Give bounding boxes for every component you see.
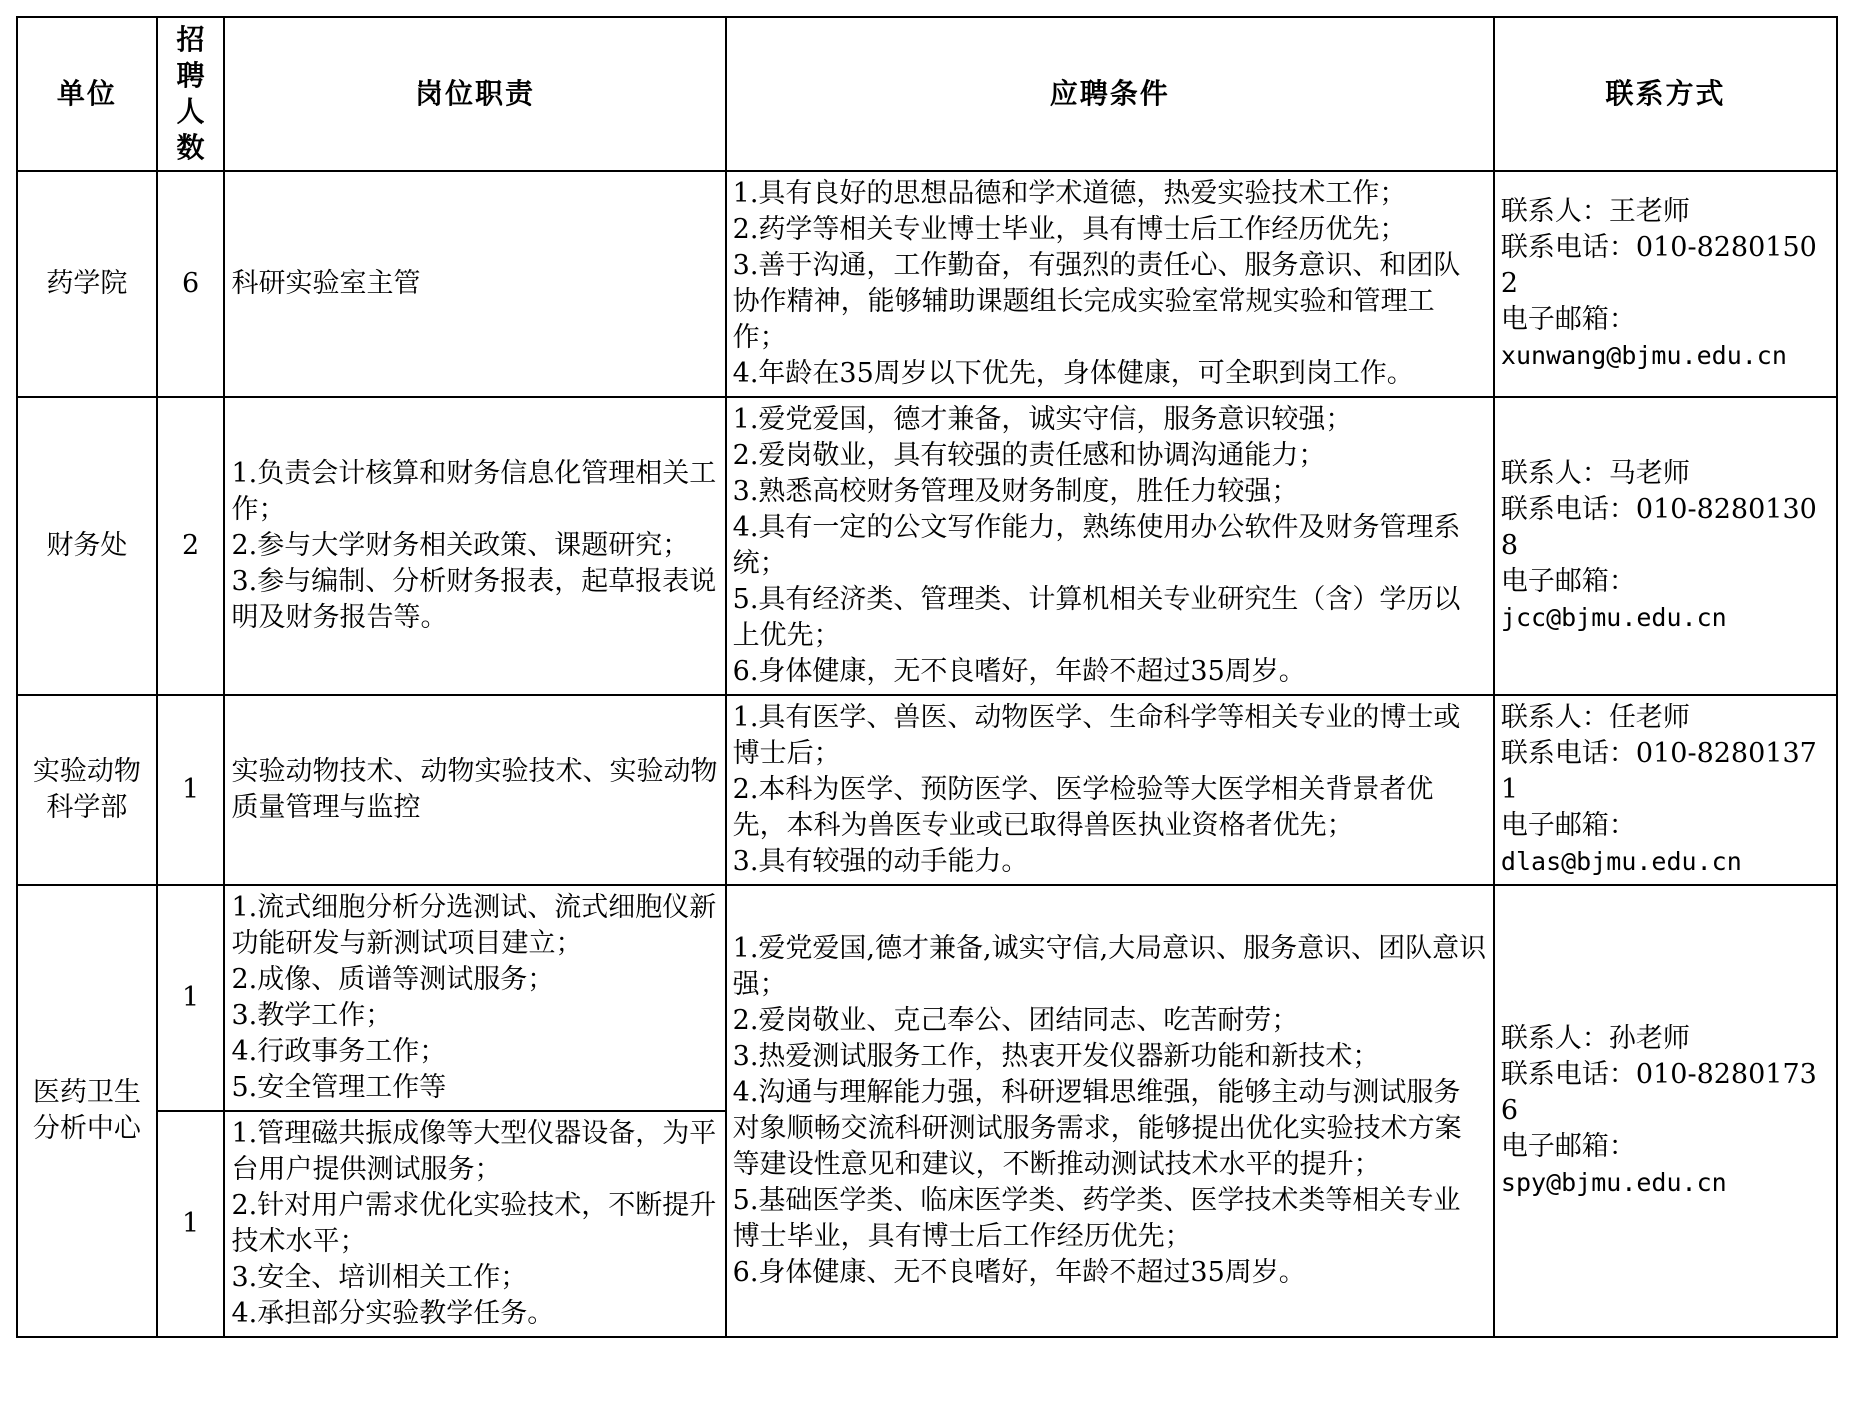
requirement-line: 1.爱党爱国，德才兼备，诚实守信，服务意识较强； bbox=[732, 404, 1353, 435]
count-cell: 2 bbox=[157, 397, 225, 695]
duty-cell bbox=[224, 695, 725, 885]
header-contact: 联系方式 bbox=[1494, 17, 1837, 171]
contact-cell bbox=[1494, 397, 1837, 695]
duty-cell bbox=[224, 171, 725, 397]
count-cell: 1 bbox=[157, 885, 225, 1111]
table-row bbox=[17, 885, 1837, 1111]
count-cell: 1 bbox=[157, 1111, 225, 1337]
duty-line: 2.针对用户需求优化实验技术，不断提升技术水平； bbox=[231, 1190, 717, 1257]
contact-phone: 联系电话：010-82801502 bbox=[1500, 232, 1817, 299]
duty-line: 2.成像、质谱等测试服务； bbox=[231, 964, 555, 995]
contact-email[interactable]: xunwang@bjmu.edu.cn bbox=[1500, 341, 1787, 370]
requirement-line: 5.具有经济类、管理类、计算机相关专业研究生（含）学历以上优先； bbox=[732, 584, 1461, 651]
contact-person: 联系人：王老师 bbox=[1500, 196, 1690, 227]
requirement-line: 4.沟通与理解能力强，科研逻辑思维强，能够主动与测试服务对象顺畅交流科研测试服务需求，能够提出优化实验技术方案等建设性意见和建议，不断推动测试技术水平的提升； bbox=[732, 1077, 1462, 1180]
requirement-line: 4.具有一定的公文写作能力，熟练使用办公软件及财务管理系统； bbox=[732, 512, 1461, 579]
duty-line: 实验动物技术、动物实验技术、实验动物质量管理与监控 bbox=[231, 756, 718, 823]
contact-email[interactable]: jcc@bjmu.edu.cn bbox=[1500, 603, 1727, 632]
duty-line: 3.教学工作； bbox=[231, 1000, 393, 1031]
duty-line: 4.行政事务工作； bbox=[231, 1036, 447, 1067]
requirements-cell bbox=[726, 397, 1494, 695]
header-duty: 岗位职责 bbox=[224, 17, 725, 171]
duty-cell bbox=[224, 885, 725, 1111]
contact-person: 联系人：任老师 bbox=[1500, 702, 1690, 733]
requirement-line: 2.爱岗敬业、克己奉公、团结同志、吃苦耐劳； bbox=[732, 1005, 1299, 1036]
duty-line: 3.参与编制、分析财务报表，起草报表说明及财务报告等。 bbox=[231, 566, 717, 633]
header-count: 招聘人数 bbox=[157, 17, 225, 171]
contact-email-label: 电子邮箱： bbox=[1500, 304, 1636, 335]
recruitment-table bbox=[16, 16, 1838, 1338]
duty-line: 2.参与大学财务相关政策、课题研究； bbox=[231, 530, 690, 561]
table-row bbox=[17, 695, 1837, 885]
contact-email-label: 电子邮箱： bbox=[1500, 1131, 1636, 1162]
count-cell: 6 bbox=[157, 171, 225, 397]
requirements-cell bbox=[726, 885, 1494, 1337]
unit-cell: 实验动物科学部 bbox=[17, 695, 157, 885]
contact-person: 联系人：马老师 bbox=[1500, 458, 1690, 489]
requirements-cell bbox=[726, 171, 1494, 397]
requirement-line: 2.本科为医学、预防医学、医学检验等大医学相关背景者优先，本科为兽医专业或已取得兽医执业资格者优先； bbox=[732, 774, 1434, 841]
count-cell: 1 bbox=[157, 695, 225, 885]
requirement-line: 2.爱岗敬业，具有较强的责任感和协调沟通能力； bbox=[732, 440, 1326, 471]
requirements-cell bbox=[726, 695, 1494, 885]
requirement-line: 6.身体健康、无不良嗜好，年龄不超过35周岁。 bbox=[732, 1257, 1306, 1288]
duty-line: 5.安全管理工作等 bbox=[231, 1072, 447, 1103]
duty-line: 1.流式细胞分析分选测试、流式细胞仪新功能研发与新测试项目建立； bbox=[231, 892, 717, 959]
contact-phone: 联系电话：010-82801371 bbox=[1500, 738, 1817, 805]
duty-cell bbox=[224, 397, 725, 695]
contact-cell bbox=[1494, 695, 1837, 885]
contact-phone: 联系电话：010-82801736 bbox=[1500, 1059, 1817, 1126]
requirement-line: 1.爱党爱国,德才兼备,诚实守信,大局意识、服务意识、团队意识强； bbox=[732, 933, 1487, 1000]
table-row bbox=[17, 397, 1837, 695]
duty-line: 4.承担部分实验教学任务。 bbox=[231, 1298, 555, 1329]
requirement-line: 4.年龄在35周岁以下优先，身体健康，可全职到岗工作。 bbox=[732, 358, 1414, 389]
contact-email-label: 电子邮箱： bbox=[1500, 810, 1636, 841]
requirement-line: 3.热爱测试服务工作，热衷开发仪器新功能和新技术； bbox=[732, 1041, 1380, 1072]
contact-cell bbox=[1494, 885, 1837, 1337]
contact-email[interactable]: dlas@bjmu.edu.cn bbox=[1500, 847, 1742, 876]
unit-cell: 财务处 bbox=[17, 397, 157, 695]
contact-phone: 联系电话：010-82801308 bbox=[1500, 494, 1817, 561]
header-requirements: 应聘条件 bbox=[726, 17, 1494, 171]
unit-cell: 医药卫生分析中心 bbox=[17, 885, 157, 1337]
table-row bbox=[17, 171, 1837, 397]
requirement-line: 6.身体健康，无不良嗜好，年龄不超过35周岁。 bbox=[732, 656, 1306, 687]
header-row bbox=[17, 17, 1837, 171]
duty-line: 1.管理磁共振成像等大型仪器设备，为平台用户提供测试服务； bbox=[231, 1118, 717, 1185]
requirement-line: 1.具有良好的思想品德和学术道德，热爱实验技术工作； bbox=[732, 178, 1407, 209]
duty-cell bbox=[224, 1111, 725, 1337]
requirement-line: 5.基础医学类、临床医学类、药学类、医学技术类等相关专业博士毕业，具有博士后工作经历优先； bbox=[732, 1185, 1461, 1252]
contact-cell bbox=[1494, 171, 1837, 397]
duty-line: 科研实验室主管 bbox=[231, 268, 421, 299]
requirement-line: 3.熟悉高校财务管理及财务制度，胜任力较强； bbox=[732, 476, 1299, 507]
contact-email-label: 电子邮箱： bbox=[1500, 566, 1636, 597]
contact-email[interactable]: spy@bjmu.edu.cn bbox=[1500, 1168, 1727, 1197]
requirement-line: 3.善于沟通，工作勤奋，有强烈的责任心、服务意识、和团队协作精神，能够辅助课题组长完成实验室常规实验和管理工作； bbox=[732, 250, 1461, 353]
duty-line: 3.安全、培训相关工作； bbox=[231, 1262, 528, 1293]
duty-line: 1.负责会计核算和财务信息化管理相关工作； bbox=[231, 458, 717, 525]
header-unit: 单位 bbox=[17, 17, 157, 171]
requirement-line: 3.具有较强的动手能力。 bbox=[732, 846, 1029, 877]
contact-person: 联系人：孙老师 bbox=[1500, 1023, 1690, 1054]
unit-cell: 药学院 bbox=[17, 171, 157, 397]
requirement-line: 2.药学等相关专业博士毕业，具有博士后工作经历优先； bbox=[732, 214, 1407, 245]
requirement-line: 1.具有医学、兽医、动物医学、生命科学等相关专业的博士或博士后； bbox=[732, 702, 1461, 769]
